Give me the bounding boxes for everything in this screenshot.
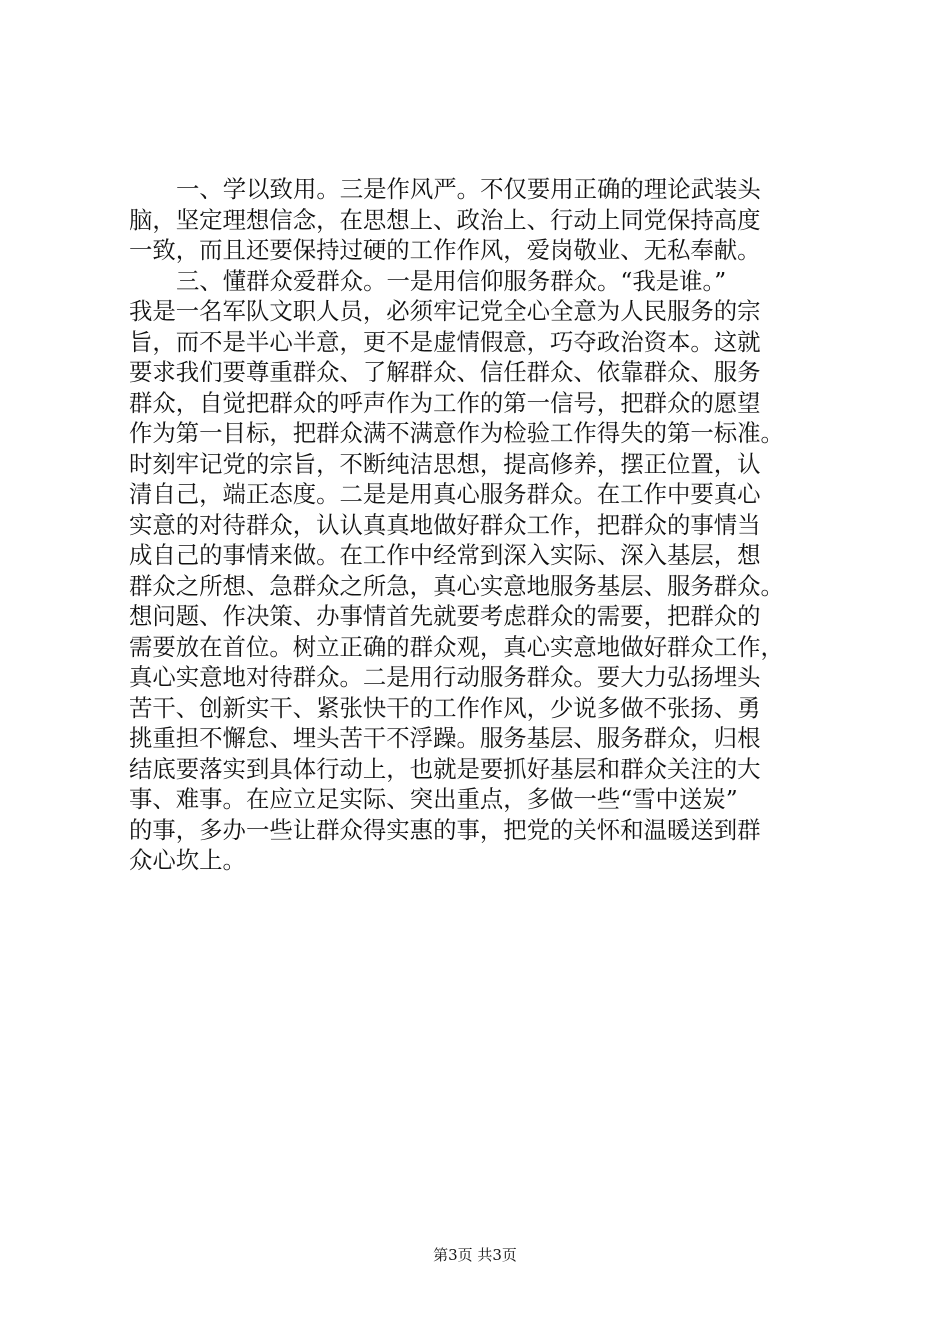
text-line: 实意的对待群众，认认真真地做好群众工作，把群众的事情当 [129, 510, 761, 539]
page-footer: 第3页 共3页 [433, 1246, 517, 1264]
text-line: 我是一名军队文职人员，必须牢记党全心全意为人民服务的宗 [129, 297, 761, 325]
text-line: 作为第一目标，把群众满不满意作为检验工作得失的第一标准。 [129, 419, 784, 447]
text-line: 苦干、创新实干、紧张快干的工作作风，少说多做不张扬、勇 [129, 693, 761, 722]
text-line: 挑重担不懈怠、埋头苦干不浮躁。服务基层、服务群众，归根 [129, 724, 761, 752]
text-line: 要求我们要尊重群众、了解群众、信任群众、依靠群众、服务 [129, 358, 761, 386]
text-line: 清自己，端正态度。二是是用真心服务群众。在工作中要真心 [129, 480, 761, 508]
text-line: 一、学以致用。三是作风严。不仅要用正确的理论武装头 [176, 175, 761, 203]
text-line: 三、懂群众爱群众。一是用信仰服务群众。“我是谁。” [176, 266, 727, 295]
text-line: 时刻牢记党的宗旨，不断纯洁思想，提高修养，摆正位置，认 [129, 449, 761, 478]
text-line: 想问题、作决策、办事情首先就要考虑群众的需要，把群众的 [129, 602, 761, 630]
text-line: 脑，坚定理想信念，在思想上、政治上、行动上同党保持高度 [129, 205, 761, 234]
text-line: 群众，自觉把群众的呼声作为工作的第一信号，把群众的愿望 [129, 388, 761, 417]
text-line: 的事，多办一些让群众得实惠的事，把党的关怀和温暖送到群 [129, 815, 761, 844]
text-line: 成自己的事情来做。在工作中经常到深入实际、深入基层，想 [129, 541, 761, 569]
text-line: 真心实意地对待群众。二是用行动服务群众。要大力弘扬埋头 [129, 663, 761, 691]
document-body [129, 174, 843, 876]
text-line: 众心坎上。 [129, 846, 246, 874]
text-line: 事、难事。在应立足实际、突出重点，多做一些“雪中送炭” [129, 785, 738, 813]
text-line: 旨，而不是半心半意，更不是虚情假意，巧夺政治资本。这就 [129, 327, 761, 356]
text-line: 结底要落实到具体行动上，也就是要抓好基层和群众关注的大 [129, 754, 761, 783]
text-line: 一致，而且还要保持过硬的工作作风，爱岗敬业、无私奉献。 [129, 236, 761, 264]
text-line: 需要放在首位。树立正确的群众观，真心实意地做好群众工作， [129, 632, 784, 661]
text-line: 群众之所想、急群众之所急，真心实意地服务基层、服务群众。 [129, 571, 784, 600]
